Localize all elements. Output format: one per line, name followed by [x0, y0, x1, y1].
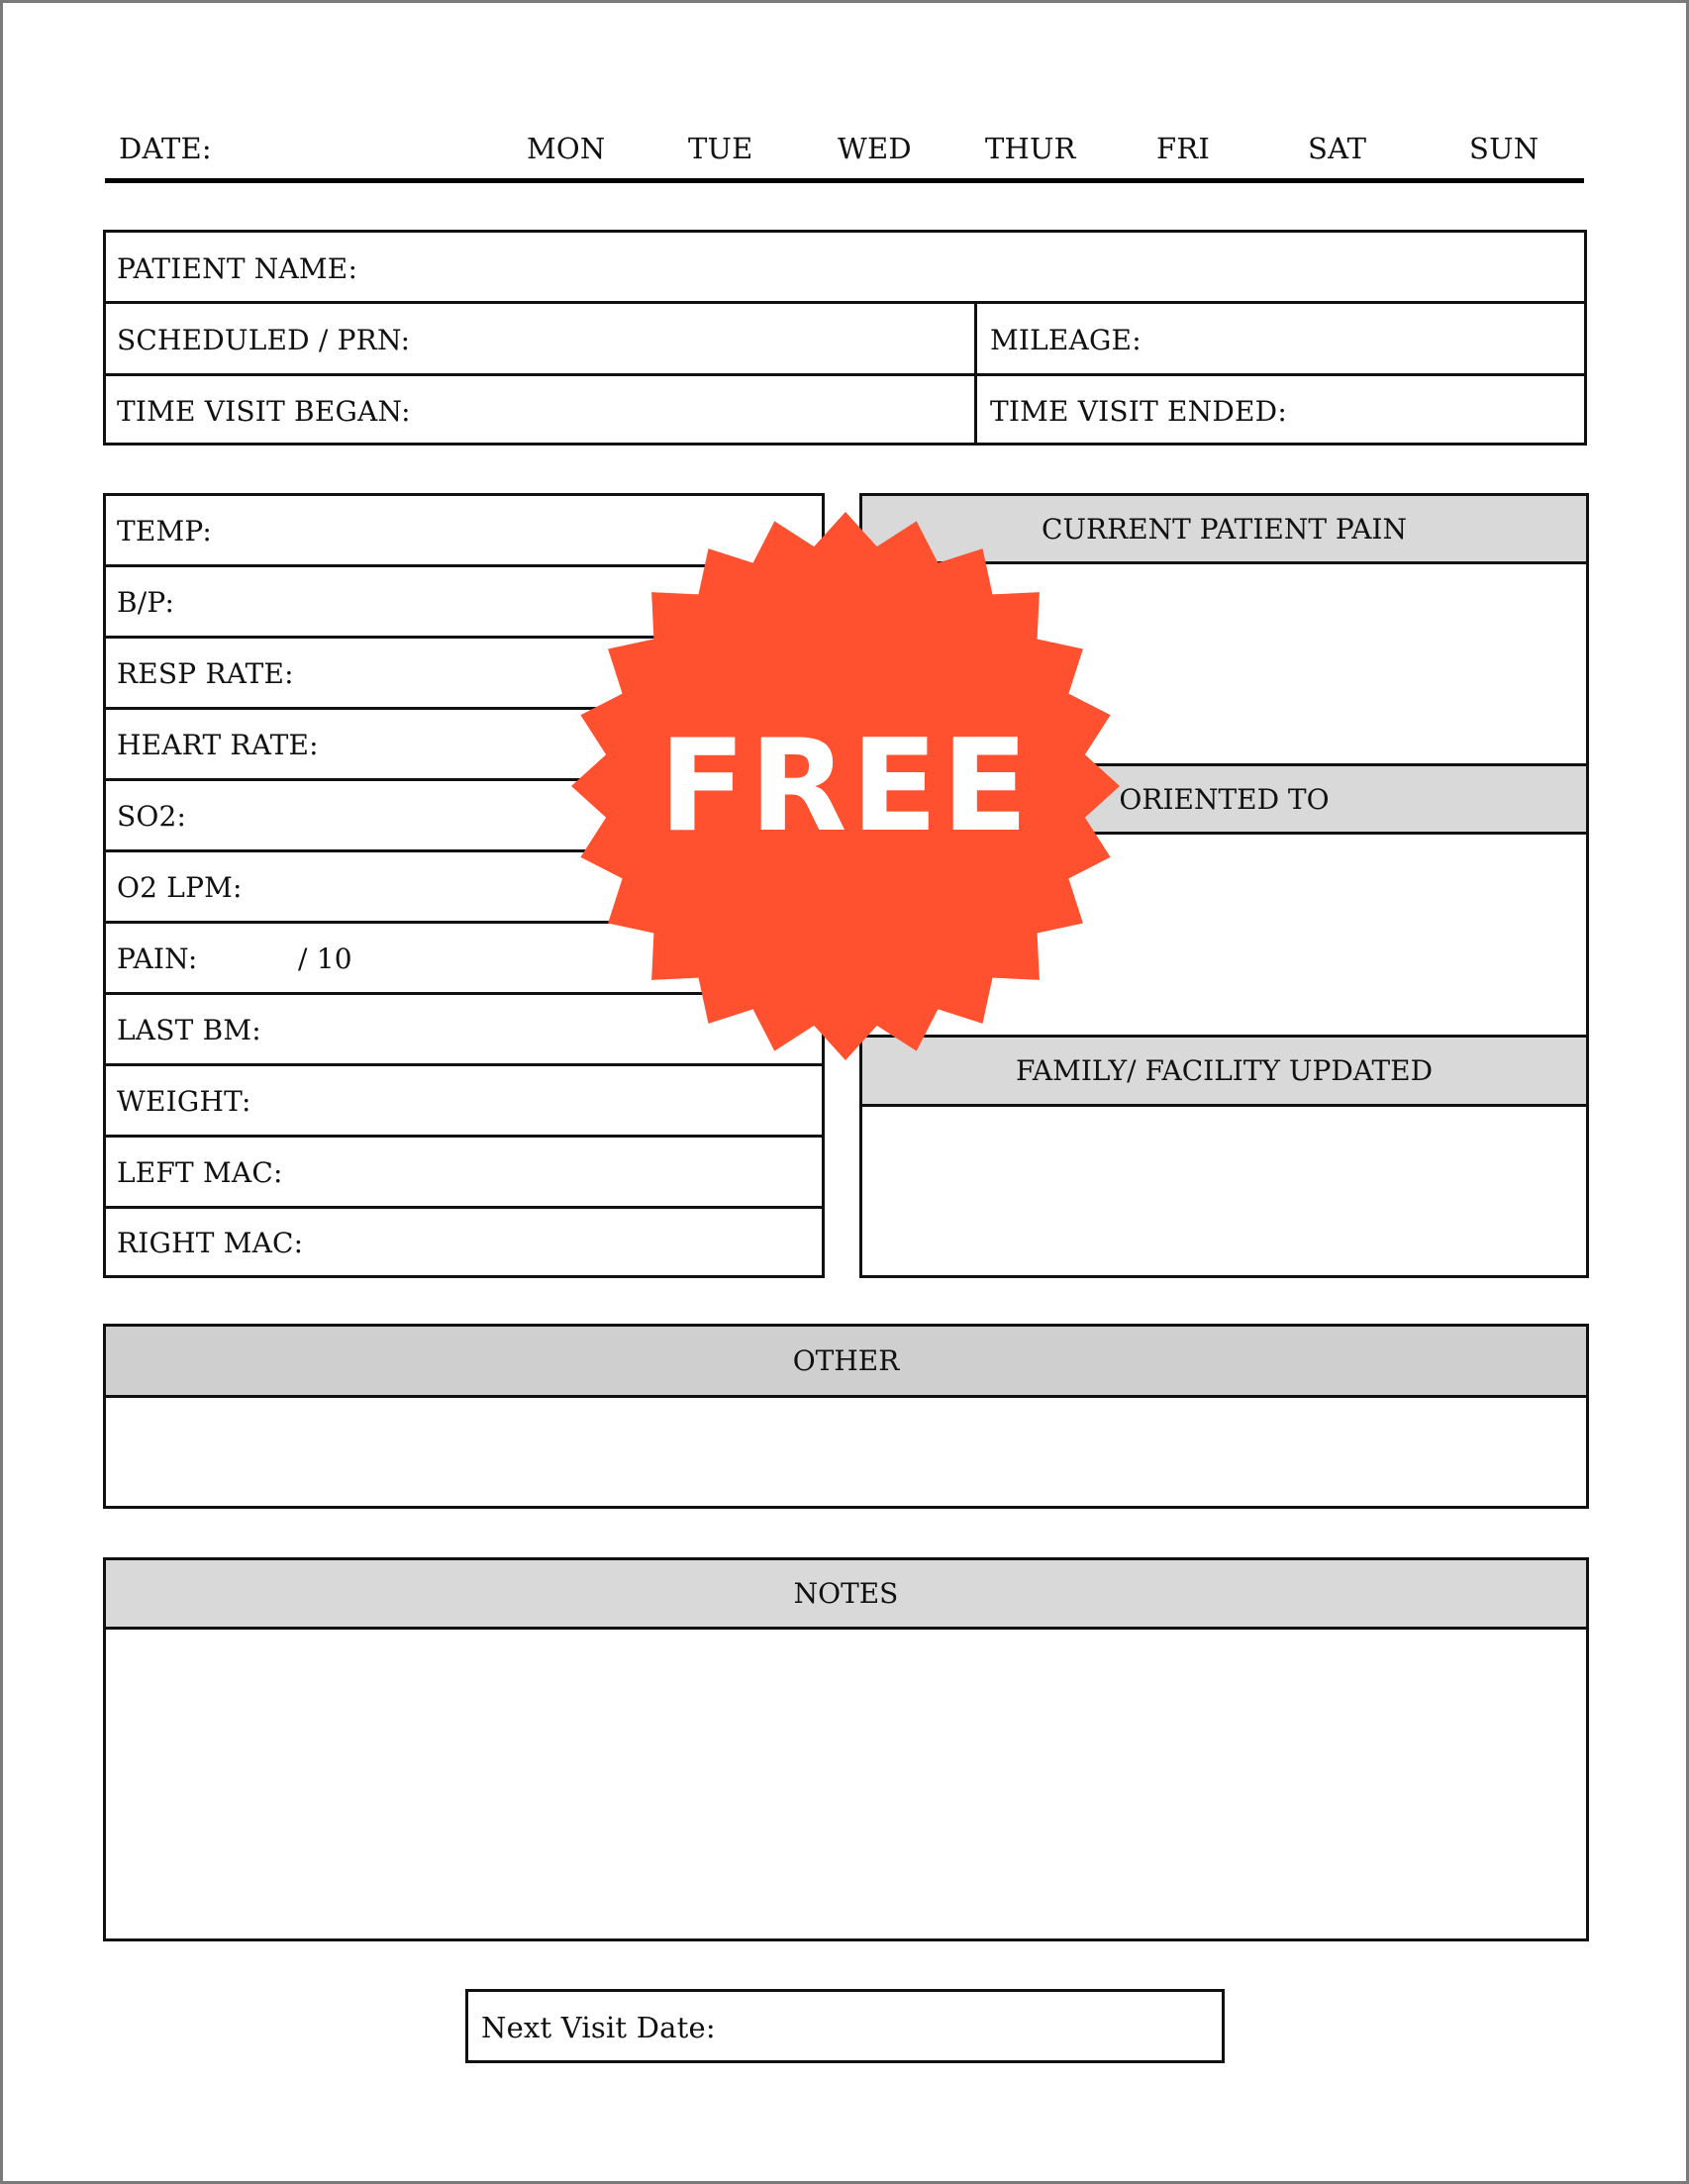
- day-fri[interactable]: FRI: [1156, 132, 1211, 165]
- notes-section: [103, 1557, 1589, 1941]
- day-thur[interactable]: THUR: [985, 132, 1076, 165]
- scheduled-prn-label: SCHEDULED / PRN:: [117, 324, 411, 356]
- day-wed[interactable]: WED: [838, 132, 912, 165]
- pain-label: PAIN:: [117, 943, 198, 975]
- next-visit-date-field[interactable]: [465, 1989, 1225, 2063]
- notes-header: [106, 1560, 1586, 1627]
- notes-area[interactable]: [106, 1630, 1586, 1938]
- mileage-label: MILEAGE:: [990, 324, 1142, 356]
- right-mac-label: RIGHT MAC:: [117, 1227, 304, 1259]
- left-mac-label: LEFT MAC:: [117, 1156, 283, 1189]
- notes-title: NOTES: [793, 1577, 899, 1610]
- vitals-row-weight[interactable]: [106, 1066, 822, 1135]
- weight-label: WEIGHT:: [117, 1085, 251, 1118]
- scheduled-prn-field[interactable]: [106, 304, 974, 373]
- other-area[interactable]: [106, 1398, 1586, 1506]
- time-began-label: TIME VISIT BEGAN:: [117, 395, 411, 428]
- free-badge: [571, 512, 1120, 1060]
- patient-name-label: PATIENT NAME:: [117, 252, 358, 285]
- other-header: [106, 1327, 1586, 1395]
- bp-label: B/P:: [117, 586, 175, 619]
- day-tue[interactable]: TUE: [688, 132, 753, 165]
- day-sun[interactable]: SUN: [1469, 132, 1540, 165]
- vitals-row-right-mac[interactable]: [106, 1209, 822, 1275]
- o2-lpm-label: O2 LPM:: [117, 871, 243, 904]
- date-label: DATE:: [119, 132, 212, 165]
- temp-label: TEMP:: [117, 515, 213, 547]
- next-visit-date-label: Next Visit Date:: [481, 2011, 716, 2044]
- last-bm-label: LAST BM:: [117, 1014, 261, 1046]
- visit-info-table: [103, 230, 1587, 446]
- day-sat[interactable]: SAT: [1308, 132, 1367, 165]
- time-began-field[interactable]: [106, 376, 974, 443]
- time-ended-field[interactable]: [977, 376, 1584, 443]
- heart-rate-label: HEART RATE:: [117, 729, 319, 761]
- day-mon[interactable]: MON: [527, 132, 606, 165]
- resp-rate-label: RESP RATE:: [117, 657, 294, 690]
- family-facility-updated-title: FAMILY/ FACILITY UPDATED: [1015, 1054, 1434, 1087]
- vitals-row-left-mac[interactable]: [106, 1138, 822, 1206]
- header-rule: [105, 178, 1584, 183]
- time-ended-label: TIME VISIT ENDED:: [990, 395, 1287, 428]
- so2-label: SO2:: [117, 800, 187, 833]
- other-title: OTHER: [792, 1344, 900, 1377]
- patient-name-field[interactable]: [106, 233, 1584, 301]
- oriented-to-title: ORIENTED TO: [1119, 782, 1330, 816]
- mileage-field[interactable]: [977, 304, 1584, 373]
- other-section: [103, 1324, 1589, 1509]
- pain-scale-suffix: / 10: [298, 943, 352, 975]
- current-patient-pain-title: CURRENT PATIENT PAIN: [1042, 512, 1407, 546]
- family-facility-updated-area[interactable]: [862, 1107, 1586, 1275]
- free-badge-text: FREE: [658, 712, 1033, 860]
